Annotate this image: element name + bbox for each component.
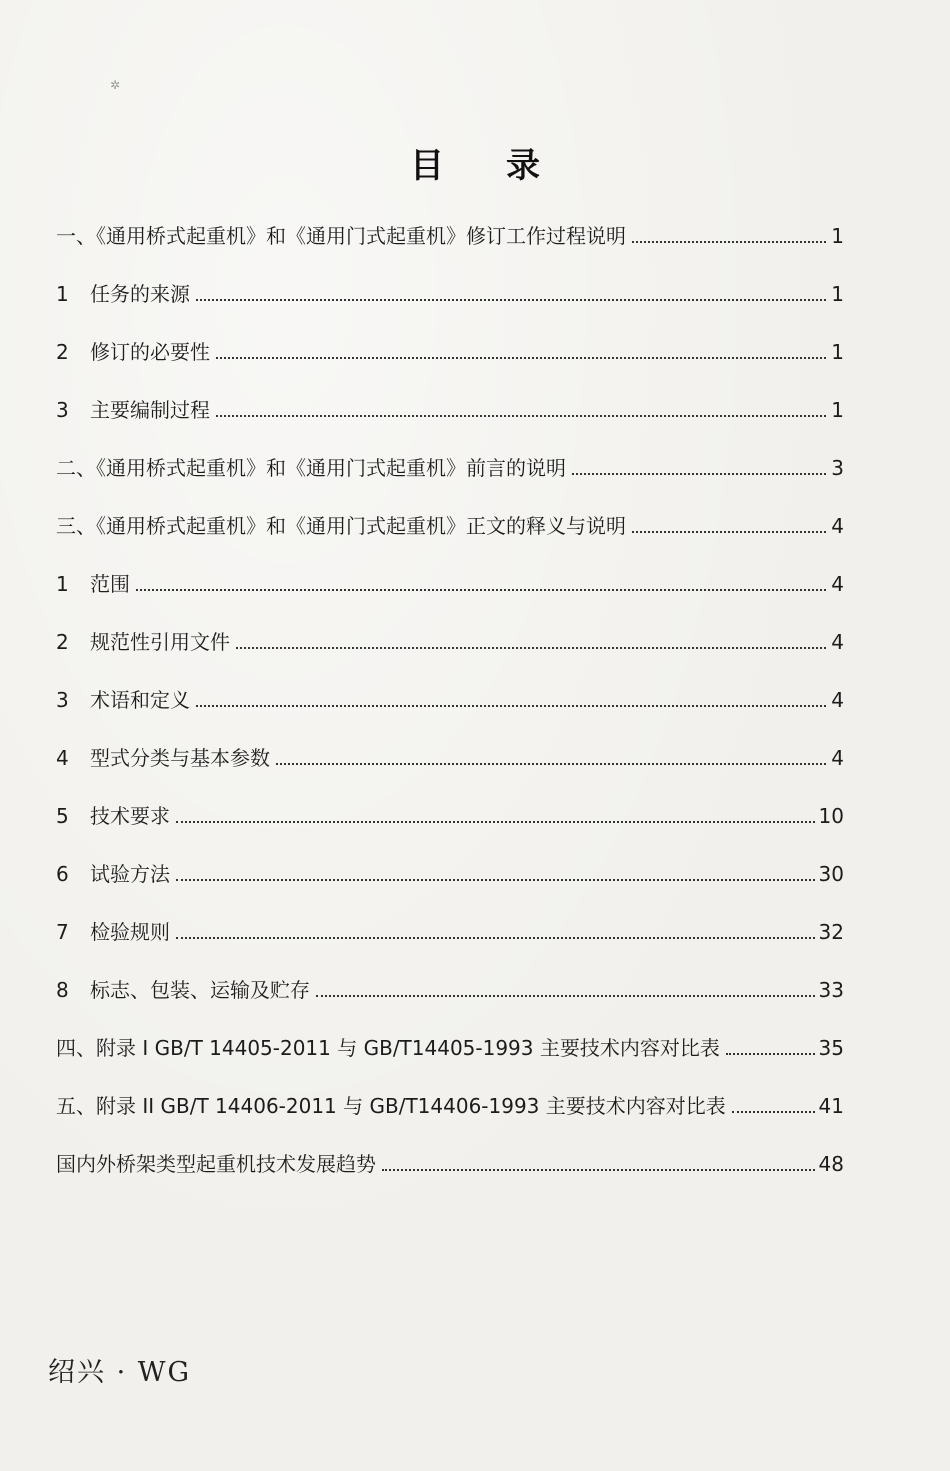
dot-leader: [276, 763, 826, 765]
dot-leader: [196, 705, 826, 707]
toc-entry[interactable]: [56, 740, 844, 772]
toc-entry-page-number: 41: [818, 1094, 844, 1118]
toc-entry[interactable]: [56, 334, 844, 366]
toc-entry-number: 1: [56, 282, 69, 306]
toc-entry-number: 8: [56, 978, 69, 1002]
toc-entry-page-number: 4: [831, 514, 844, 538]
dot-leader: [572, 473, 826, 475]
dot-leader: [632, 241, 826, 243]
dot-leader: [732, 1111, 815, 1113]
toc-entry-page-number: 48: [818, 1152, 844, 1176]
page-title: 目录: [410, 146, 602, 186]
toc-entry[interactable]: [56, 218, 844, 250]
dot-leader: [316, 995, 815, 997]
dot-leader: [216, 415, 826, 417]
toc-entry-label: 标志、包装、运输及贮存: [90, 978, 310, 1002]
toc-entry-label: 型式分类与基本参数: [90, 746, 270, 770]
toc-entry[interactable]: [56, 508, 844, 540]
dot-leader: [176, 879, 815, 881]
dot-leader: [136, 589, 826, 591]
dot-leader: [196, 299, 826, 301]
toc-entry-number: 2: [56, 630, 69, 654]
dot-leader: [632, 531, 826, 533]
toc-entry[interactable]: [56, 1146, 844, 1178]
toc-entry-page-number: 10: [818, 804, 844, 828]
dot-leader: [176, 937, 815, 939]
toc-entry-page-number: 33: [818, 978, 844, 1002]
toc-entry-page-number: 1: [831, 282, 844, 306]
toc-entry-page-number: 1: [831, 224, 844, 248]
toc-entry-label: 主要编制过程: [90, 398, 210, 422]
toc-entry-page-number: 3: [831, 456, 844, 480]
toc-entry[interactable]: [56, 566, 844, 598]
toc-entry-page-number: 30: [818, 862, 844, 886]
toc-entry-page-number: 32: [818, 920, 844, 944]
toc-entry-label: 试验方法: [90, 862, 170, 886]
toc-entry-page-number: 4: [831, 630, 844, 654]
toc-entry[interactable]: [56, 450, 844, 482]
toc-entry-label: 任务的来源: [90, 282, 190, 306]
dot-leader: [726, 1053, 815, 1055]
toc-entry-label: 五、附录 II GB/T 14406-2011 与 GB/T14406-1993 主要技术内容对比表: [56, 1094, 726, 1118]
toc-entry-label: 一、《通用桥式起重机》和《通用门式起重机》修订工作过程说明: [56, 224, 626, 248]
toc-entry[interactable]: [56, 798, 844, 830]
toc-entry-label: 检验规则: [90, 920, 170, 944]
dot-leader: [176, 821, 815, 823]
toc-entry[interactable]: [56, 682, 844, 714]
toc-entry[interactable]: [56, 972, 844, 1004]
toc-entry-number: 2: [56, 340, 69, 364]
toc-entry[interactable]: [56, 856, 844, 888]
ink-smudge: ✲: [110, 78, 121, 92]
handwritten-signature: 绍兴 · WG: [48, 1357, 192, 1388]
toc-entry-label: 术语和定义: [90, 688, 190, 712]
dot-leader: [216, 357, 826, 359]
toc-entry-label: 修订的必要性: [90, 340, 210, 364]
toc-entry-number: 4: [56, 746, 69, 770]
toc-entry[interactable]: [56, 392, 844, 424]
toc-entry-number: 3: [56, 398, 69, 422]
dot-leader: [236, 647, 826, 649]
toc-entry-number: 6: [56, 862, 69, 886]
toc-entry-label: 规范性引用文件: [90, 630, 230, 654]
toc-entry-label: 四、附录 I GB/T 14405-2011 与 GB/T14405-1993 主要技术内容对比表: [56, 1036, 720, 1060]
toc-entry-page-number: 1: [831, 340, 844, 364]
toc-entry-page-number: 4: [831, 688, 844, 712]
toc-entry[interactable]: [56, 624, 844, 656]
toc-entry[interactable]: [56, 1088, 844, 1120]
toc-entry-page-number: 4: [831, 746, 844, 770]
toc-entry-page-number: 1: [831, 398, 844, 422]
toc-entry-page-number: 35: [818, 1036, 844, 1060]
toc-entry-label: 国内外桥架类型起重机技术发展趋势: [56, 1152, 376, 1176]
toc-entry-number: 3: [56, 688, 69, 712]
toc-entry[interactable]: [56, 1030, 844, 1062]
toc-entry-label: 三、《通用桥式起重机》和《通用门式起重机》正文的释义与说明: [56, 514, 626, 538]
toc-entry[interactable]: [56, 276, 844, 308]
toc-entry-label: 二、《通用桥式起重机》和《通用门式起重机》前言的说明: [56, 456, 566, 480]
toc-entry-number: 5: [56, 804, 69, 828]
toc-entry-label: 技术要求: [90, 804, 170, 828]
toc-entry-number: 7: [56, 920, 69, 944]
toc-entry-page-number: 4: [831, 572, 844, 596]
toc-entry[interactable]: [56, 914, 844, 946]
toc-entry-number: 1: [56, 572, 69, 596]
dot-leader: [382, 1169, 815, 1171]
toc-entry-label: 范围: [90, 572, 130, 596]
